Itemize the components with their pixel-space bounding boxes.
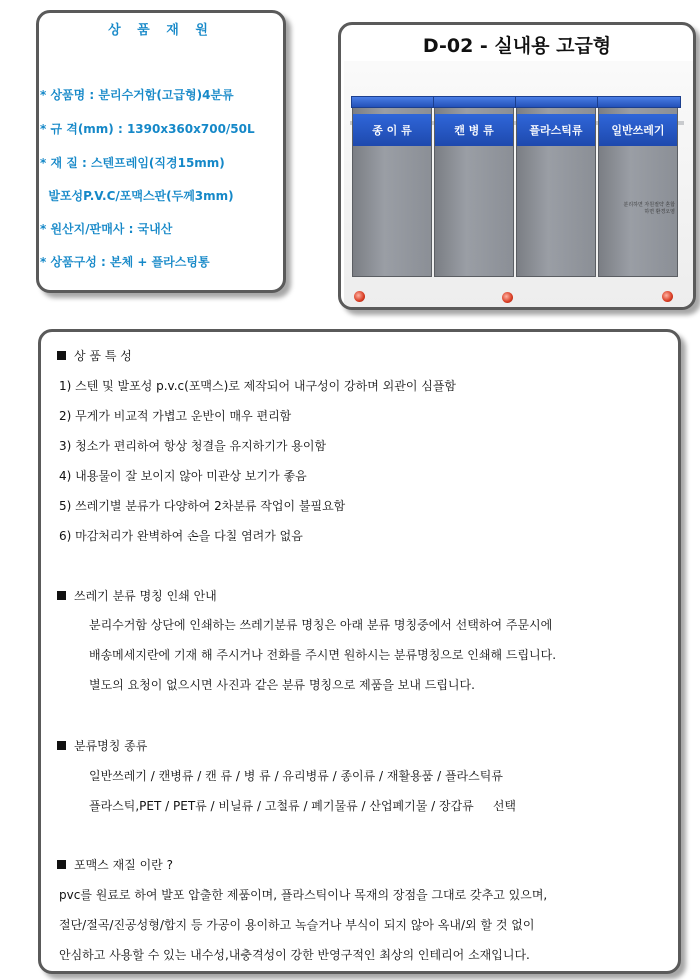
spec-title: 상 품 재 원: [108, 23, 214, 38]
section-label-printing: [57, 587, 217, 604]
bin-lid: [433, 96, 517, 108]
formex-line: 안심하고 사용할 수 있는 내수성,내충격성이 강한 반영구적인 최상의 인테리어 소재입니다.: [59, 948, 530, 962]
formex-line: 절단/절곡/진공성형/합지 등 가공이 용이하고 녹슬거나 부식이 되지 않아 옥내/외 할 것 없이: [59, 918, 535, 932]
bullet-square-icon: [57, 860, 66, 869]
product-photo-panel: [338, 22, 696, 310]
bin-can: [434, 101, 514, 277]
feature-item: 3) 청소가 편리하여 항상 청결을 유지하기가 용이함: [59, 439, 327, 453]
bin-label-can: 캔 병 류: [435, 114, 513, 146]
section-title: 쓰레기 분류 명칭 인쇄 안내: [74, 589, 217, 603]
bullet-square-icon: [57, 741, 66, 750]
bin-lid: [597, 96, 681, 108]
bin-general: [598, 101, 678, 277]
wheel: [354, 291, 365, 302]
bin-note: 분리하면 자원절약 혼합하면 환경오염: [623, 202, 675, 215]
section-title: 분류명칭 종류: [74, 739, 148, 753]
bin-paper: [352, 101, 432, 277]
section-formex: [57, 856, 173, 873]
bullet-square-icon: [57, 351, 66, 360]
printing-guide-line: 배송메세지란에 기재 해 주시거나 전화를 주시면 원하시는 분류명칭으로 인쇄해 드립니다.: [89, 648, 557, 662]
spec-size: * 규 격(mm) : 1390x360x700/50L: [40, 122, 255, 136]
spec-product-name: * 상품명 : 분리수거함(고급형)4분류: [40, 88, 234, 102]
feature-item: 4) 내용물이 잘 보이지 않아 미관상 보기가 좋음: [59, 469, 307, 483]
label-types-line: 일반쓰레기 / 캔병류 / 캔 류 / 병 류 / 유리병류 / 종이류 / 재활용품 / 플라스틱류: [89, 769, 503, 783]
bin-label-plastic: 플라스틱류: [517, 114, 595, 146]
spec-panel: [36, 10, 286, 293]
spec-material: * 재 질 : 스텐프레임(직경15mm): [40, 156, 225, 170]
feature-item: 2) 무게가 비교적 가볍고 운반이 매우 편리함: [59, 409, 292, 423]
printing-guide-line: 분리수거함 상단에 인쇄하는 쓰레기분류 명칭은 아래 분류 명칭중에서 선택하여 주문시에: [89, 618, 553, 632]
section-label-types: [57, 737, 147, 754]
wheel: [502, 292, 513, 303]
formex-line: pvc를 원료로 하여 발포 압출한 제품이며, 플라스틱이나 목재의 장점을 그대로 갖추고 있으며,: [59, 888, 548, 902]
feature-item: 1) 스텐 및 발포성 p.v.c(포맥스)로 제작되어 내구성이 강하며 외관이 심플함: [59, 379, 457, 393]
bin-lid: [351, 96, 435, 108]
bin-label-general: 일반쓰레기: [599, 114, 677, 146]
bin-lid: [515, 96, 599, 108]
bin-label-paper: 종 이 류: [353, 114, 431, 146]
features-panel: [38, 329, 681, 974]
printing-guide-line: 별도의 요청이 없으시면 사진과 같은 분류 명칭으로 제품을 보내 드립니다.: [89, 678, 475, 692]
feature-item: 5) 쓰레기별 분류가 다양하여 2차분류 작업이 불필요함: [59, 499, 346, 513]
spec-origin: * 원산지/판매사 : 국내산: [40, 222, 173, 236]
product-title: D-02 - 실내용 고급형: [422, 35, 612, 57]
spec-composition: * 상품구성 : 본체 + 플라스팅통: [40, 255, 210, 269]
spec-material-2: 발포성P.V.C/포맥스판(두께3mm): [40, 189, 234, 203]
bin-plastic: [516, 101, 596, 277]
section-title: 포맥스 재질 이란 ?: [74, 858, 173, 872]
label-types-line: 플라스틱,PET / PET류 / 비닐류 / 고철류 / 폐기물류 / 산업폐기물 / 장갑류 선택: [89, 799, 517, 813]
section-title: 상 품 특 성: [74, 349, 132, 363]
wheel: [662, 291, 673, 302]
section-product-features: [57, 347, 132, 364]
feature-item: 6) 마감처리가 완벽하여 손을 다칠 염려가 없음: [59, 529, 303, 543]
product-image: [344, 61, 694, 307]
bullet-square-icon: [57, 591, 66, 600]
